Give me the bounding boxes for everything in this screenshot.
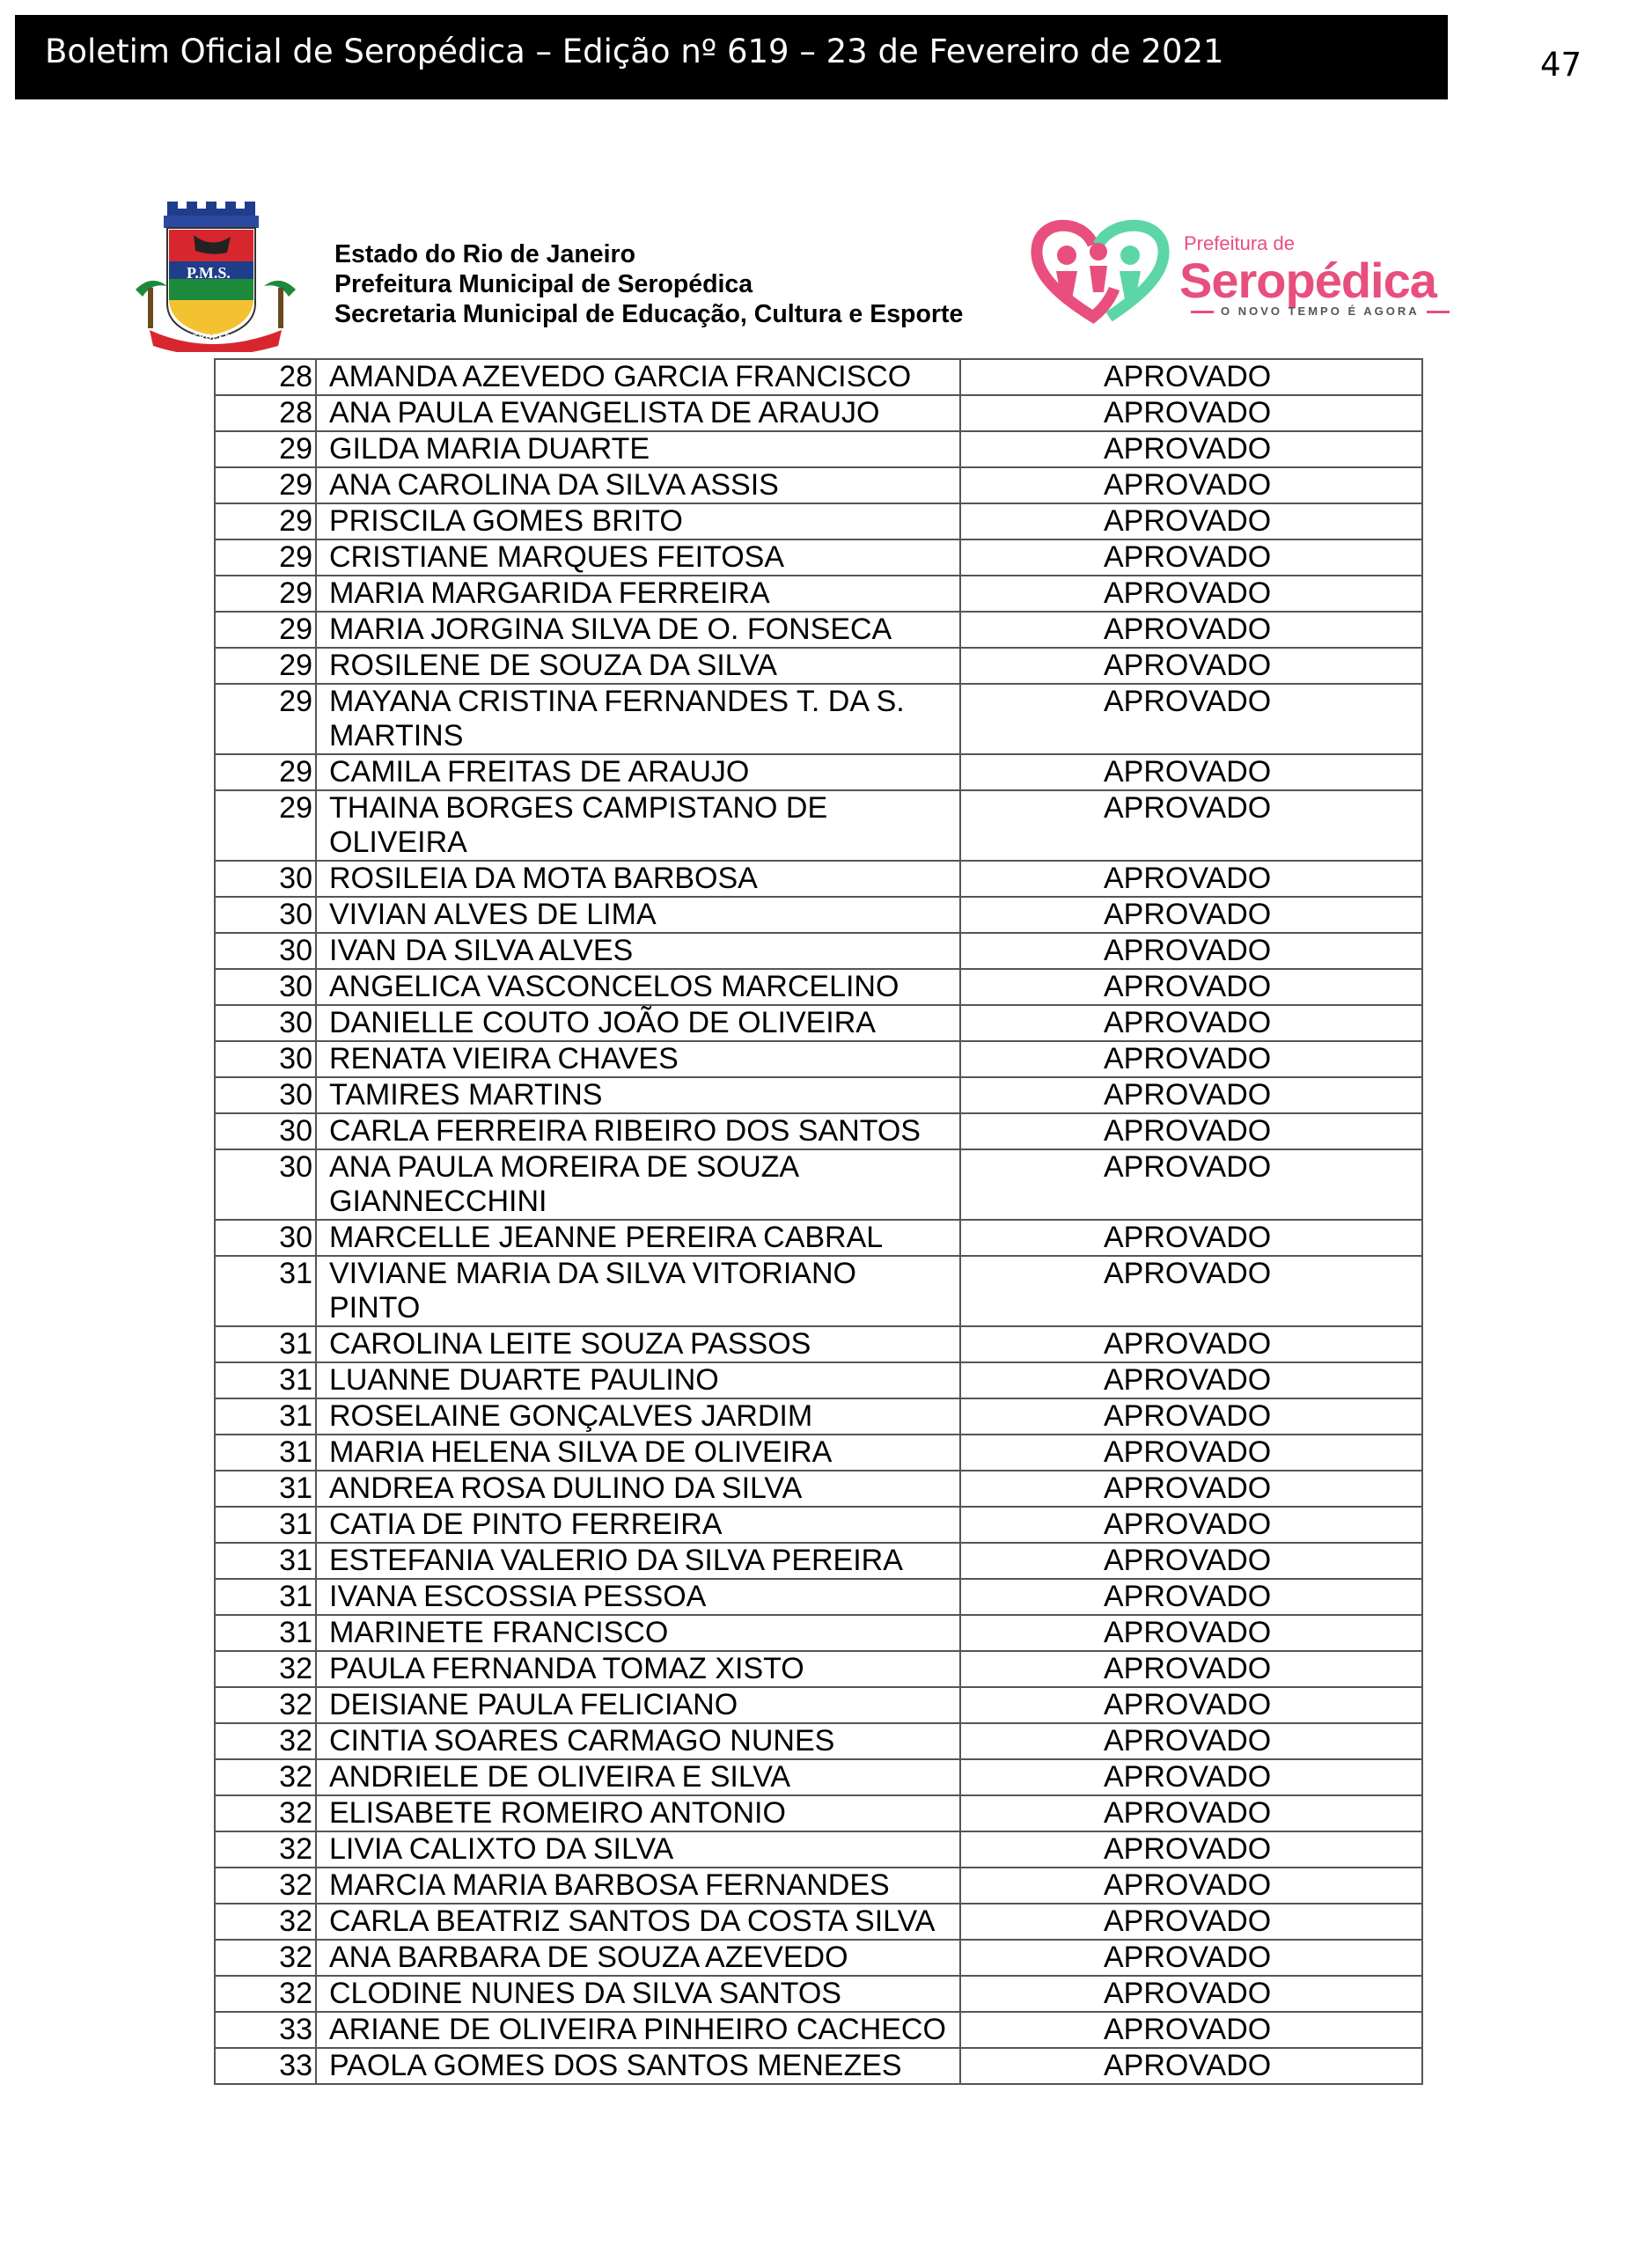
slogan-dash-left bbox=[1191, 311, 1214, 313]
row-name: CLODINE NUNES DA SILVA SANTOS bbox=[316, 1976, 960, 2012]
row-status: APROVADO bbox=[960, 754, 1422, 790]
row-status: APROVADO bbox=[960, 1435, 1422, 1471]
row-name: PAULA FERNANDA TOMAZ XISTO bbox=[316, 1651, 960, 1687]
table-row bbox=[215, 359, 1422, 395]
table-row bbox=[215, 1579, 1422, 1615]
row-status: APROVADO bbox=[960, 431, 1422, 467]
table-row bbox=[215, 1220, 1422, 1256]
table-row bbox=[215, 1149, 1422, 1220]
row-name: ANA BARBARA DE SOUZA AZEVEDO bbox=[316, 1940, 960, 1976]
table-row bbox=[215, 1362, 1422, 1398]
row-name: ANGELICA VASCONCELOS MARCELINO bbox=[316, 969, 960, 1005]
row-status: APROVADO bbox=[960, 1795, 1422, 1831]
row-name: VIVIANE MARIA DA SILVA VITORIANO PINTO bbox=[316, 1256, 960, 1326]
row-status: APROVADO bbox=[960, 1723, 1422, 1759]
row-score: 29 bbox=[215, 539, 316, 576]
table-row bbox=[215, 754, 1422, 790]
bulletin-header-bar bbox=[15, 15, 1448, 99]
row-name: DEISIANE PAULA FELICIANO bbox=[316, 1687, 960, 1723]
row-name: PRISCILA GOMES BRITO bbox=[316, 503, 960, 539]
table-row bbox=[215, 431, 1422, 467]
table-row bbox=[215, 1723, 1422, 1759]
row-score: 32 bbox=[215, 1651, 316, 1687]
row-score: 29 bbox=[215, 648, 316, 684]
row-status: APROVADO bbox=[960, 1005, 1422, 1041]
row-name: CRISTIANE MARQUES FEITOSA bbox=[316, 539, 960, 576]
row-score: 29 bbox=[215, 684, 316, 754]
row-score: 32 bbox=[215, 1759, 316, 1795]
table-row bbox=[215, 1326, 1422, 1362]
row-score: 28 bbox=[215, 395, 316, 431]
row-status: APROVADO bbox=[960, 1398, 1422, 1435]
row-name: CAMILA FREITAS DE ARAUJO bbox=[316, 754, 960, 790]
municipal-crest-logo bbox=[132, 198, 299, 352]
table-row bbox=[215, 1256, 1422, 1326]
row-name: ESTEFANIA VALERIO DA SILVA PEREIRA bbox=[316, 1543, 960, 1579]
row-status: APROVADO bbox=[960, 612, 1422, 648]
results-table-body bbox=[215, 359, 1422, 2084]
row-name: ROSILEIA DA MOTA BARBOSA bbox=[316, 861, 960, 897]
row-status: APROVADO bbox=[960, 1579, 1422, 1615]
row-score: 30 bbox=[215, 1113, 316, 1149]
row-score: 32 bbox=[215, 1940, 316, 1976]
table-row bbox=[215, 1831, 1422, 1868]
letterhead-prefecture: Prefeitura Municipal de Seropédica bbox=[334, 270, 753, 298]
table-row bbox=[215, 2012, 1422, 2048]
row-score: 30 bbox=[215, 1149, 316, 1220]
table-row bbox=[215, 897, 1422, 933]
row-score: 33 bbox=[215, 2048, 316, 2084]
row-status: APROVADO bbox=[960, 684, 1422, 754]
row-status: APROVADO bbox=[960, 1326, 1422, 1362]
table-row bbox=[215, 1904, 1422, 1940]
logo-brand-text: Seropédica bbox=[1179, 253, 1436, 308]
results-table bbox=[214, 358, 1423, 2085]
table-row bbox=[215, 1615, 1422, 1651]
table-row bbox=[215, 933, 1422, 969]
table-row bbox=[215, 1113, 1422, 1149]
row-name: IVAN DA SILVA ALVES bbox=[316, 933, 960, 969]
row-status: APROVADO bbox=[960, 503, 1422, 539]
row-status: APROVADO bbox=[960, 1868, 1422, 1904]
row-score: 32 bbox=[215, 1976, 316, 2012]
row-name: ROSILENE DE SOUZA DA SILVA bbox=[316, 648, 960, 684]
row-status: APROVADO bbox=[960, 897, 1422, 933]
logo-slogan-text: O NOVO TEMPO É AGORA bbox=[1221, 305, 1420, 318]
logo-slogan bbox=[1184, 305, 1457, 318]
table-row bbox=[215, 467, 1422, 503]
row-status: APROVADO bbox=[960, 1220, 1422, 1256]
row-name: CARLA BEATRIZ SANTOS DA COSTA SILVA bbox=[316, 1904, 960, 1940]
table-row bbox=[215, 395, 1422, 431]
row-status: APROVADO bbox=[960, 1615, 1422, 1651]
table-row bbox=[215, 2048, 1422, 2084]
table-row bbox=[215, 1976, 1422, 2012]
row-name: DANIELLE COUTO JOÃO DE OLIVEIRA bbox=[316, 1005, 960, 1041]
row-name: LUANNE DUARTE PAULINO bbox=[316, 1362, 960, 1398]
page-number: 47 bbox=[1540, 46, 1582, 84]
row-status: APROVADO bbox=[960, 790, 1422, 861]
row-status: APROVADO bbox=[960, 467, 1422, 503]
row-status: APROVADO bbox=[960, 576, 1422, 612]
table-row bbox=[215, 969, 1422, 1005]
row-status: APROVADO bbox=[960, 1149, 1422, 1220]
row-name: MARIA HELENA SILVA DE OLIVEIRA bbox=[316, 1435, 960, 1471]
table-row bbox=[215, 1077, 1422, 1113]
row-score: 31 bbox=[215, 1471, 316, 1507]
row-score: 30 bbox=[215, 1005, 316, 1041]
bulletin-title: Boletim Oficial de Seropédica – Edição nº 619 – 23 de Fevereiro de 2021 bbox=[45, 33, 1224, 70]
row-score: 29 bbox=[215, 790, 316, 861]
row-score: 29 bbox=[215, 754, 316, 790]
row-name: CAROLINA LEITE SOUZA PASSOS bbox=[316, 1326, 960, 1362]
row-name: PAOLA GOMES DOS SANTOS MENEZES bbox=[316, 2048, 960, 2084]
row-name: ROSELAINE GONÇALVES JARDIM bbox=[316, 1398, 960, 1435]
row-status: APROVADO bbox=[960, 1471, 1422, 1507]
letterhead-secretariat: Secretaria Municipal de Educação, Cultura e Esporte bbox=[334, 300, 964, 328]
row-name: LIVIA CALIXTO DA SILVA bbox=[316, 1831, 960, 1868]
row-name: MARCIA MARIA BARBOSA FERNANDES bbox=[316, 1868, 960, 1904]
table-row bbox=[215, 612, 1422, 648]
prefecture-logo bbox=[1030, 218, 1436, 333]
row-name: TAMIRES MARTINS bbox=[316, 1077, 960, 1113]
row-status: APROVADO bbox=[960, 2012, 1422, 2048]
table-row bbox=[215, 1651, 1422, 1687]
row-name: ANDREA ROSA DULINO DA SILVA bbox=[316, 1471, 960, 1507]
row-score: 30 bbox=[215, 861, 316, 897]
row-status: APROVADO bbox=[960, 1940, 1422, 1976]
row-status: APROVADO bbox=[960, 359, 1422, 395]
table-row bbox=[215, 539, 1422, 576]
row-name: ANA PAULA MOREIRA DE SOUZA GIANNECCHINI bbox=[316, 1149, 960, 1220]
table-row bbox=[215, 1940, 1422, 1976]
row-score: 29 bbox=[215, 503, 316, 539]
table-row bbox=[215, 1795, 1422, 1831]
logo-small-text: Prefeitura de bbox=[1184, 232, 1295, 254]
row-name: IVANA ESCOSSIA PESSOA bbox=[316, 1579, 960, 1615]
row-name: CINTIA SOARES CARMAGO NUNES bbox=[316, 1723, 960, 1759]
row-status: APROVADO bbox=[960, 1362, 1422, 1398]
row-score: 30 bbox=[215, 1220, 316, 1256]
row-score: 29 bbox=[215, 467, 316, 503]
row-score: 28 bbox=[215, 359, 316, 395]
row-name: MARCELLE JEANNE PEREIRA CABRAL bbox=[316, 1220, 960, 1256]
row-status: APROVADO bbox=[960, 1041, 1422, 1077]
row-score: 31 bbox=[215, 1362, 316, 1398]
table-row bbox=[215, 576, 1422, 612]
row-name: ELISABETE ROMEIRO ANTONIO bbox=[316, 1795, 960, 1831]
row-score: 32 bbox=[215, 1687, 316, 1723]
table-row bbox=[215, 1471, 1422, 1507]
row-score: 31 bbox=[215, 1256, 316, 1326]
row-score: 30 bbox=[215, 933, 316, 969]
row-score: 31 bbox=[215, 1579, 316, 1615]
row-name: THAINA BORGES CAMPISTANO DE OLIVEIRA bbox=[316, 790, 960, 861]
row-score: 32 bbox=[215, 1795, 316, 1831]
row-name: MAYANA CRISTINA FERNANDES T. DA S. MARTINS bbox=[316, 684, 960, 754]
row-status: APROVADO bbox=[960, 1687, 1422, 1723]
table-row bbox=[215, 1507, 1422, 1543]
row-status: APROVADO bbox=[960, 933, 1422, 969]
row-score: 29 bbox=[215, 431, 316, 467]
row-score: 31 bbox=[215, 1507, 316, 1543]
table-row bbox=[215, 1435, 1422, 1471]
row-score: 30 bbox=[215, 897, 316, 933]
row-name: GILDA MARIA DUARTE bbox=[316, 431, 960, 467]
row-score: 32 bbox=[215, 1904, 316, 1940]
row-status: APROVADO bbox=[960, 2048, 1422, 2084]
table-row bbox=[215, 1687, 1422, 1723]
row-name: ARIANE DE OLIVEIRA PINHEIRO CACHECO bbox=[316, 2012, 960, 2048]
table-row bbox=[215, 503, 1422, 539]
row-score: 32 bbox=[215, 1831, 316, 1868]
row-score: 29 bbox=[215, 612, 316, 648]
letterhead-state: Estado do Rio de Janeiro bbox=[334, 240, 636, 268]
row-score: 31 bbox=[215, 1326, 316, 1362]
row-name: RENATA VIEIRA CHAVES bbox=[316, 1041, 960, 1077]
row-score: 33 bbox=[215, 2012, 316, 2048]
row-score: 31 bbox=[215, 1615, 316, 1651]
row-status: APROVADO bbox=[960, 969, 1422, 1005]
row-status: APROVADO bbox=[960, 1077, 1422, 1113]
row-name: ANDRIELE DE OLIVEIRA E SILVA bbox=[316, 1759, 960, 1795]
table-row bbox=[215, 1543, 1422, 1579]
table-row bbox=[215, 1005, 1422, 1041]
row-score: 30 bbox=[215, 969, 316, 1005]
heart-people-logo-icon bbox=[1030, 218, 1179, 324]
table-row bbox=[215, 1759, 1422, 1795]
row-status: APROVADO bbox=[960, 1256, 1422, 1326]
row-status: APROVADO bbox=[960, 395, 1422, 431]
row-score: 31 bbox=[215, 1398, 316, 1435]
crest-ribbon-text: SEROPÉDICA bbox=[187, 333, 248, 341]
row-name: AMANDA AZEVEDO GARCIA FRANCISCO bbox=[316, 359, 960, 395]
row-score: 32 bbox=[215, 1723, 316, 1759]
row-status: APROVADO bbox=[960, 648, 1422, 684]
row-status: APROVADO bbox=[960, 1113, 1422, 1149]
table-row bbox=[215, 861, 1422, 897]
row-score: 32 bbox=[215, 1868, 316, 1904]
row-status: APROVADO bbox=[960, 1976, 1422, 2012]
row-score: 30 bbox=[215, 1041, 316, 1077]
row-name: ANA CAROLINA DA SILVA ASSIS bbox=[316, 467, 960, 503]
row-score: 31 bbox=[215, 1543, 316, 1579]
row-name: CARLA FERREIRA RIBEIRO DOS SANTOS bbox=[316, 1113, 960, 1149]
row-status: APROVADO bbox=[960, 539, 1422, 576]
row-name: MARINETE FRANCISCO bbox=[316, 1615, 960, 1651]
row-status: APROVADO bbox=[960, 1651, 1422, 1687]
table-row bbox=[215, 684, 1422, 754]
row-score: 31 bbox=[215, 1435, 316, 1471]
crest-label: P.M.S. bbox=[187, 264, 231, 282]
table-row bbox=[215, 1398, 1422, 1435]
table-row bbox=[215, 648, 1422, 684]
table-row bbox=[215, 790, 1422, 861]
row-name: MARIA JORGINA SILVA DE O. FONSECA bbox=[316, 612, 960, 648]
row-score: 29 bbox=[215, 576, 316, 612]
row-status: APROVADO bbox=[960, 861, 1422, 897]
row-status: APROVADO bbox=[960, 1543, 1422, 1579]
row-score: 30 bbox=[215, 1077, 316, 1113]
row-name: VIVIAN ALVES DE LIMA bbox=[316, 897, 960, 933]
row-status: APROVADO bbox=[960, 1759, 1422, 1795]
table-row bbox=[215, 1041, 1422, 1077]
slogan-dash-right bbox=[1427, 311, 1450, 313]
table-row bbox=[215, 1868, 1422, 1904]
row-status: APROVADO bbox=[960, 1831, 1422, 1868]
row-status: APROVADO bbox=[960, 1507, 1422, 1543]
row-name: ANA PAULA EVANGELISTA DE ARAUJO bbox=[316, 395, 960, 431]
row-name: CATIA DE PINTO FERREIRA bbox=[316, 1507, 960, 1543]
row-status: APROVADO bbox=[960, 1904, 1422, 1940]
letterhead bbox=[334, 239, 963, 329]
row-name: MARIA MARGARIDA FERREIRA bbox=[316, 576, 960, 612]
